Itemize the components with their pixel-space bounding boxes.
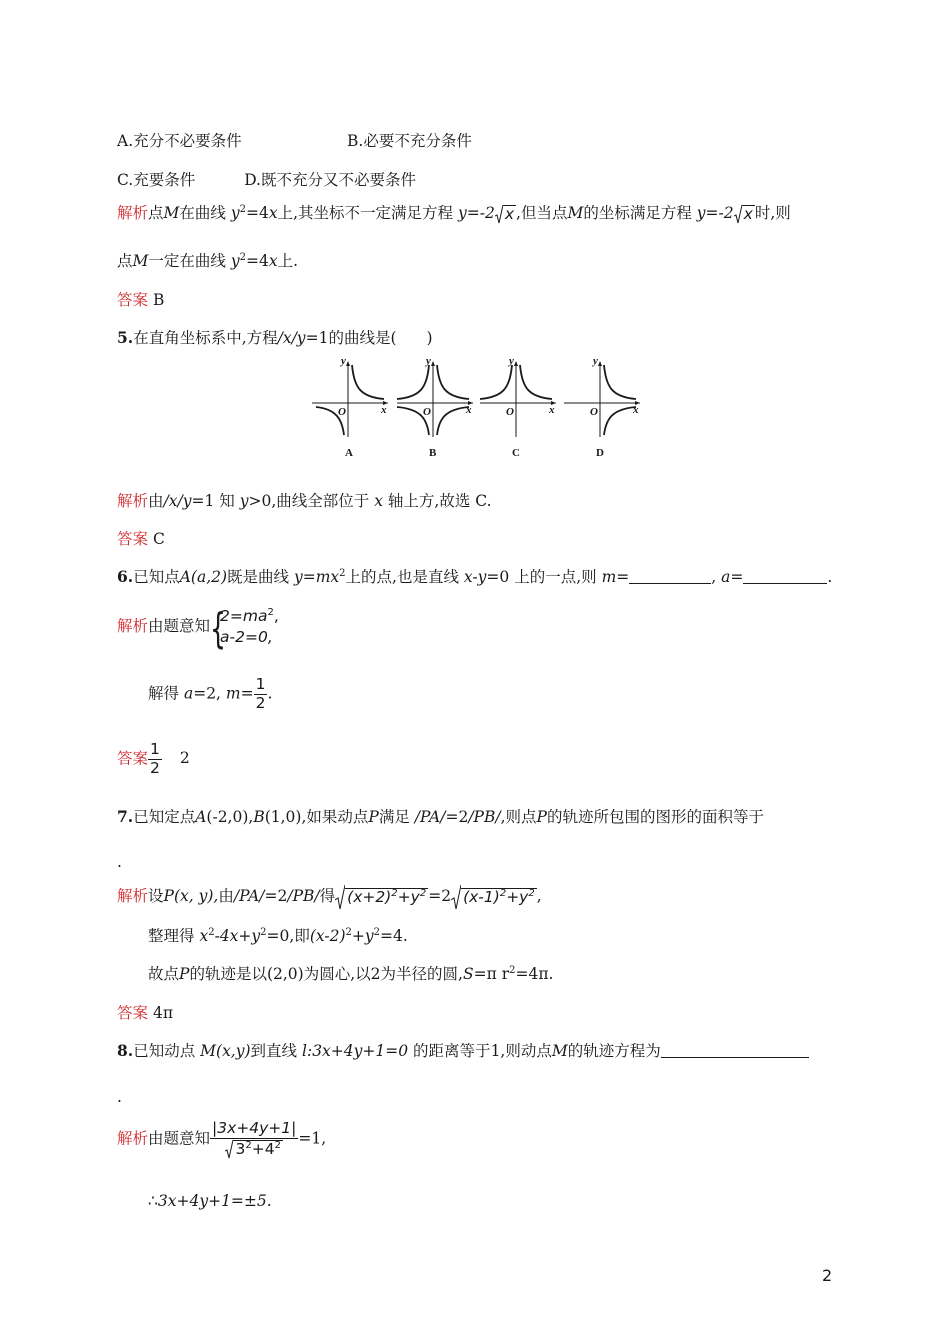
blank-trajectory — [661, 1043, 809, 1058]
svg-text:x: x — [466, 404, 472, 416]
q6-solve: 解得 a=2, m= $\frac{1}{2}$ . — [148, 675, 273, 712]
q6-analysis: 解析由题意知 { $2=ma^2$, a-2=0, — [117, 604, 279, 653]
svg-text:y: y — [593, 355, 598, 367]
q5-figure-options — [308, 355, 644, 465]
q6-answer: 答案 $\frac{1}{2}$ 2 — [117, 740, 190, 777]
answer-fraction: $\frac{1}{2}$ — [150, 740, 160, 777]
sqrt-1: $(x+2)^2+y^2$ — [335, 884, 428, 910]
page-number: 2 — [822, 1266, 833, 1285]
equation-system: { $2=ma^2$, a-2=0, — [210, 604, 279, 653]
svg-text:B: B — [429, 447, 437, 459]
svg-text:D: D — [596, 447, 604, 459]
analysis-label: 解析 — [117, 1129, 149, 1148]
q4-option-b: B.必要不充分条件 — [347, 132, 472, 150]
svg-text:O: O — [423, 406, 431, 418]
analysis-label: 解析 — [117, 492, 149, 510]
distance-fraction: $\frac{|3x+4y+1|}{3^2+4^2}$ — [212, 1119, 297, 1158]
svg-text:A: A — [345, 447, 353, 459]
graph-b — [397, 355, 473, 459]
answer-label: 答案 — [117, 1004, 149, 1022]
q5-analysis: 解析由/x/y=1 知 y>0,曲线全部位于 x 轴上方,故选 C. — [117, 492, 492, 510]
q4-analysis-line1: 解析点M在曲线 $y^2=4x$上,其坐标不一定满足方程 y=-2 x ,但当点M的坐标满足方程 y=-2 x 时,则 — [117, 204, 791, 223]
q5-answer: 答案 C — [117, 530, 165, 548]
answer-label: 答案 — [117, 530, 149, 548]
q8-analysis-2: ∴3x+4y+1=±5. — [148, 1192, 272, 1210]
q7-stem: 7.已知定点A(-2,0),B(1,0),如果动点P满足 /PA/=2/PB/,则点P的轨迹所包围的图形的面积等于 — [117, 807, 764, 826]
q7-stem-end: . — [117, 853, 122, 871]
svg-text:y: y — [426, 355, 431, 367]
svg-text:x: x — [549, 404, 555, 416]
q7-answer: 答案 4π — [117, 1004, 174, 1022]
q4-answer: 答案 B — [117, 291, 165, 309]
svg-text:O: O — [506, 406, 514, 418]
svg-text:O: O — [338, 406, 346, 418]
graph-a — [312, 355, 388, 459]
svg-text:x: x — [381, 404, 387, 416]
svg-text:y: y — [341, 355, 346, 367]
graph-d — [564, 355, 640, 459]
answer-label: 答案 — [117, 749, 149, 768]
svg-text:y: y — [509, 355, 514, 367]
q4-analysis-line2: 点M一定在曲线 $y^2=4x$上. — [117, 252, 299, 270]
blank-a — [743, 569, 827, 584]
analysis-label: 解析 — [117, 204, 149, 222]
analysis-label: 解析 — [117, 887, 149, 905]
sqrt-x-2: x — [734, 204, 755, 224]
q6-stem: 6.已知点A(a,2)既是曲线 $y=mx^2$上的点,也是直线 x-y=0 上的一点,则 m= , a= . — [117, 567, 833, 586]
blank-m — [629, 569, 711, 584]
q5-stem: 5.在直角坐标系中,方程/x/y=1的曲线是( ) — [117, 328, 433, 347]
q4-options-cd — [117, 171, 416, 190]
sqrt-2: $(x-1)^2+y^2$ — [451, 884, 537, 910]
q4-option-c: C.充要条件 — [117, 171, 196, 189]
sqrt-x: x — [495, 204, 516, 224]
fraction-half: $\frac{1}{2}$ — [255, 675, 266, 712]
q4-option-a: A.充分不必要条件 — [117, 132, 242, 150]
svg-text:C: C — [512, 447, 520, 459]
graph-c — [480, 355, 556, 459]
answer-label: 答案 — [117, 291, 149, 309]
q7-analysis-2: 整理得 $x^2-4x+y^2=0$,即$(x-2)^2+y^2=4$. — [148, 927, 408, 945]
q4-option-d: D.既不充分又不必要条件 — [244, 171, 416, 189]
q7-analysis-1: 解析设P(x, y),由/PA/=2/PB/得 $(x+2)^2+y^2 =2$ $(x-1)^2+y^2$ , — [117, 884, 542, 910]
svg-text:x: x — [633, 404, 639, 416]
analysis-label: 解析 — [117, 616, 149, 635]
svg-text:O: O — [590, 406, 598, 418]
q8-analysis-1: 解析由题意知 $\frac{|3x+4y+1|}{3^2+4^2}$ =1, — [117, 1119, 327, 1158]
q7-analysis-3: 故点P的轨迹是以(2,0)为圆心,以2为半径的圆,S=π $r^2=4\pi$. — [148, 965, 554, 983]
q8-stem: 8.已知动点 M(x,y)到直线 l:3x+4y+1=0 的距离等于1,则动点M的轨迹方程为 — [117, 1042, 809, 1061]
q5-graphs — [308, 355, 644, 465]
q8-stem-end: . — [117, 1088, 122, 1106]
